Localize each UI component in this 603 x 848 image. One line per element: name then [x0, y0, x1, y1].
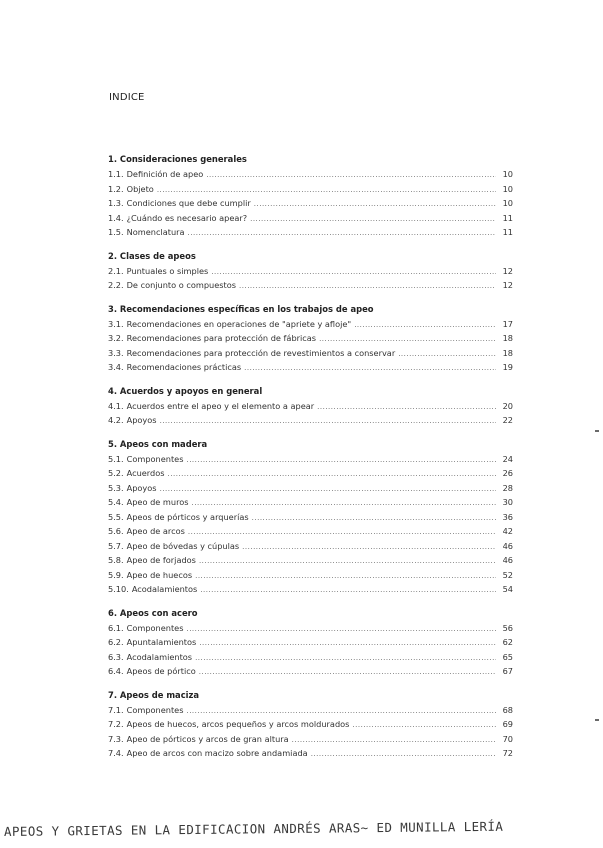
entry-number: 5.7.	[108, 540, 124, 551]
entry-page-number: 68	[502, 704, 513, 715]
toc-section	[108, 385, 513, 428]
entry-page-number: 62	[502, 637, 513, 647]
dot-leader	[188, 226, 496, 241]
section-entries	[108, 621, 513, 679]
entry-page-number: 10	[502, 169, 513, 179]
toc-section	[108, 250, 513, 293]
entry-page-number: 11	[502, 212, 513, 223]
entry-page-number: 10	[502, 198, 513, 208]
entry-page-number: 18	[502, 347, 513, 358]
dot-leader	[168, 467, 496, 482]
entry-page-number: 19	[502, 362, 513, 372]
entry-title: Apeo de arcos con macizo sobre andamiada	[126, 748, 308, 758]
entry-title: Componentes	[126, 622, 184, 633]
dot-leader	[211, 265, 496, 280]
entry-number: 7.2.	[108, 719, 124, 729]
toc-entry	[108, 582, 513, 597]
entry-page-number: 52	[502, 569, 513, 580]
entry-page-number: 67	[502, 666, 513, 676]
entry-number: 7.4.	[108, 748, 124, 758]
entry-title: Componentes	[126, 453, 184, 464]
dot-leader	[186, 453, 496, 468]
toc-entry	[108, 452, 513, 467]
dot-leader	[157, 183, 496, 198]
dot-leader	[206, 168, 496, 183]
entry-page-number: 11	[502, 227, 513, 237]
toc-entry	[108, 225, 513, 240]
entry-title: Apeo de arcos	[126, 526, 185, 536]
dot-leader	[186, 622, 496, 637]
dot-leader	[319, 332, 496, 347]
toc-entry	[108, 481, 513, 496]
dot-leader	[254, 197, 496, 212]
entry-page-number: 10	[502, 183, 513, 194]
entry-page-number: 42	[502, 526, 513, 536]
dot-leader	[200, 583, 496, 598]
section-title: 7. Apeos de maciza	[108, 689, 200, 700]
section-entries	[108, 317, 513, 375]
toc-entry	[108, 360, 513, 375]
entry-page-number: 26	[502, 468, 513, 478]
toc-entry	[108, 510, 513, 525]
entry-title: Puntuales o simples	[126, 265, 209, 276]
entry-page-number: 36	[502, 511, 513, 522]
toc-entry	[108, 196, 513, 211]
dot-leader	[317, 400, 496, 415]
entry-number: 5.9.	[108, 569, 124, 580]
toc-section	[108, 153, 513, 240]
entry-title: Acuerdos entre el apeo y el elemento a apear	[126, 400, 315, 411]
entry-number: 4.1.	[108, 400, 124, 411]
section-title: 1. Consideraciones generales	[108, 154, 247, 164]
toc-entry	[108, 413, 513, 428]
toc-section	[108, 607, 513, 679]
entry-title: Apeo de bóvedas y cúpulas	[126, 540, 240, 551]
toc-entry	[108, 211, 513, 226]
toc-entry	[108, 553, 513, 568]
entry-title: Apeo de forjados	[126, 555, 196, 565]
entry-number: 2.1.	[108, 265, 124, 276]
section-title: 5. Apeos con madera	[108, 438, 208, 449]
entry-number: 3.2.	[108, 333, 124, 343]
toc-entry	[108, 746, 513, 761]
entry-page-number: 70	[502, 733, 513, 744]
entry-page-number: 17	[502, 318, 513, 329]
entry-number: 1.2.	[108, 183, 124, 194]
section-entries	[108, 167, 513, 240]
dot-leader	[242, 540, 496, 555]
toc-entry	[108, 524, 513, 539]
section-title: 3. Recomendaciones específicas en los trabajos de apeo	[108, 303, 374, 314]
page-title: INDICE	[109, 92, 145, 103]
dot-leader	[186, 704, 496, 719]
entry-number: 5.6.	[108, 526, 124, 536]
entry-title: Apoyos	[126, 415, 157, 425]
dot-leader	[199, 554, 496, 569]
entry-number: 3.1.	[108, 318, 124, 329]
dot-leader	[398, 347, 496, 362]
section-title: 6. Apeos con acero	[108, 607, 198, 618]
entry-number: 7.3.	[108, 733, 124, 744]
entry-title: Apeo de huecos	[126, 569, 193, 580]
entry-page-number: 30	[502, 497, 513, 507]
toc-entry	[108, 703, 513, 718]
entry-title: Definición de apeo	[126, 169, 204, 179]
entry-number: 6.3.	[108, 651, 124, 662]
entry-title: Apeo de muros	[126, 497, 189, 507]
entry-page-number: 46	[502, 540, 513, 551]
toc-section	[108, 438, 513, 597]
entry-title: Apeos de huecos, arcos pequeños y arcos moldurados	[126, 719, 350, 729]
entry-page-number: 46	[502, 555, 513, 565]
section-entries	[108, 703, 513, 761]
dot-leader	[250, 212, 496, 227]
entry-title: ¿Cuándo es necesario apear?	[126, 212, 248, 223]
entry-page-number: 56	[502, 622, 513, 633]
toc-entry	[108, 167, 513, 182]
toc-entry	[108, 664, 513, 679]
entry-number: 6.1.	[108, 622, 124, 633]
entry-title: Apoyos	[126, 482, 157, 493]
entry-title: Apeos de pórtico	[126, 666, 196, 676]
entry-number: 2.2.	[108, 280, 124, 290]
toc-entry	[108, 182, 513, 197]
dot-leader	[311, 747, 496, 762]
entry-title: Acodalamientos	[126, 651, 193, 662]
entry-number: 5.2.	[108, 468, 124, 478]
entry-page-number: 12	[502, 280, 513, 290]
section-title: 4. Acuerdos y apoyos en general	[108, 385, 263, 396]
entry-page-number: 69	[502, 719, 513, 729]
toc-entry	[108, 346, 513, 361]
entry-page-number: 24	[502, 453, 513, 464]
entry-number: 7.1.	[108, 704, 124, 715]
toc-entry	[108, 331, 513, 346]
entry-number: 5.8.	[108, 555, 124, 565]
entry-number: 5.1.	[108, 453, 124, 464]
dot-leader	[160, 482, 496, 497]
entry-page-number: 22	[502, 415, 513, 425]
toc-entry	[108, 539, 513, 554]
dot-leader	[188, 525, 496, 540]
entry-number: 5.4.	[108, 497, 124, 507]
entry-page-number: 18	[502, 333, 513, 343]
entry-page-number: 54	[502, 584, 513, 594]
toc-entry	[108, 495, 513, 510]
dot-leader	[195, 651, 496, 666]
entry-number: 6.4.	[108, 666, 124, 676]
dot-leader	[252, 511, 496, 526]
entry-title: Apuntalamientos	[126, 637, 197, 647]
entry-title: Apeos de pórticos y arquerías	[126, 511, 249, 522]
toc-entry	[108, 466, 513, 481]
entry-title: Acodalamientos	[131, 584, 198, 594]
scan-edge-mark	[595, 430, 599, 432]
entry-number: 4.2.	[108, 415, 124, 425]
entry-page-number: 12	[502, 265, 513, 276]
entry-page-number: 28	[502, 482, 513, 493]
entry-number: 3.4.	[108, 362, 124, 372]
toc-entry	[108, 264, 513, 279]
dot-leader	[199, 636, 496, 651]
toc-entry	[108, 317, 513, 332]
entry-number: 3.3.	[108, 347, 124, 358]
dot-leader	[244, 361, 496, 376]
toc-entry	[108, 399, 513, 414]
entry-number: 1.5.	[108, 227, 124, 237]
toc-entry	[108, 650, 513, 665]
toc-entry	[108, 717, 513, 732]
entry-title: Acuerdos	[126, 468, 165, 478]
dot-leader	[352, 718, 496, 733]
dot-leader	[195, 569, 496, 584]
entry-number: 5.3.	[108, 482, 124, 493]
entry-number: 1.1.	[108, 169, 124, 179]
entry-number: 6.2.	[108, 637, 124, 647]
section-entries	[108, 264, 513, 293]
table-of-contents	[108, 153, 513, 771]
toc-entry	[108, 278, 513, 293]
toc-section	[108, 689, 513, 761]
entry-page-number: 20	[502, 400, 513, 411]
entry-number: 1.4.	[108, 212, 124, 223]
section-entries	[108, 399, 513, 428]
dot-leader	[354, 318, 496, 333]
handwritten-note: APEOS Y GRIETAS EN LA EDIFICACION ANDRÉS ARAS~ ED MUNILLA LERÍA	[3, 818, 504, 839]
entry-title: Recomendaciones prácticas	[126, 362, 242, 372]
entry-page-number: 72	[502, 748, 513, 758]
dot-leader	[199, 665, 496, 680]
entry-title: Apeo de pórticos y arcos de gran altura	[126, 733, 289, 744]
dot-leader	[160, 414, 496, 429]
entry-title: Recomendaciones para protección de fábricas	[126, 333, 317, 343]
entry-title: Nomenclatura	[126, 227, 185, 237]
entry-title: Componentes	[126, 704, 184, 715]
toc-entry	[108, 732, 513, 747]
entry-number: 5.10.	[108, 584, 129, 594]
section-entries	[108, 452, 513, 597]
toc-entry	[108, 635, 513, 650]
entry-title: Objeto	[126, 183, 154, 194]
entry-title: Condiciones que debe cumplir	[126, 198, 251, 208]
entry-page-number: 65	[502, 651, 513, 662]
dot-leader	[239, 279, 496, 294]
toc-entry	[108, 621, 513, 636]
entry-number: 1.3.	[108, 198, 124, 208]
dot-leader	[292, 733, 496, 748]
dot-leader	[192, 496, 496, 511]
section-title: 2. Clases de apeos	[108, 250, 196, 261]
scan-edge-mark	[595, 719, 599, 721]
entry-title: Recomendaciones en operaciones de "apriete y afloje"	[126, 318, 352, 329]
toc-entry	[108, 568, 513, 583]
entry-title: De conjunto o compuestos	[126, 280, 237, 290]
entry-title: Recomendaciones para protección de revestimientos a conservar	[126, 347, 396, 358]
toc-section	[108, 303, 513, 375]
entry-number: 5.5.	[108, 511, 124, 522]
